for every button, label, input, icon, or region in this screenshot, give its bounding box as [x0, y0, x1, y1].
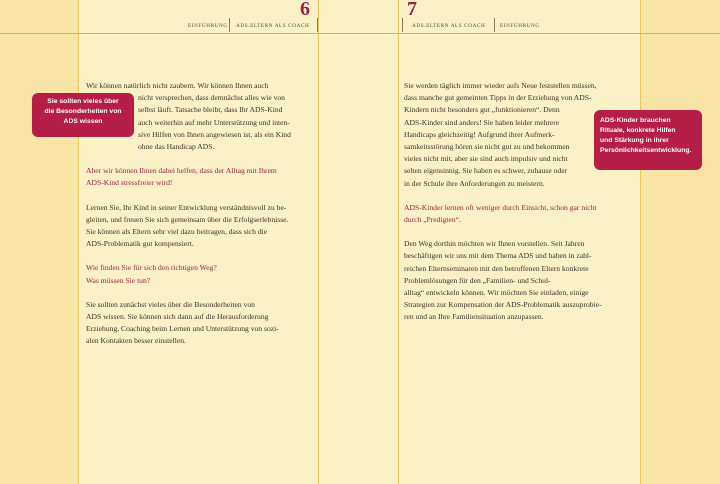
header-separator — [402, 18, 403, 32]
left-margin-strip — [0, 0, 78, 484]
right-highlight: ADS-Kinder lernen oft weniger durch Einsicht, schon gar nicht durch „Predigten“. — [404, 202, 597, 225]
left-paragraph-2: Lernen Sie, Ihr Kind in seiner Entwicklung verständnisvoll zu be- gleiten, und freuen Sie sich gemeinsam über die Erfolgserlebnisse. Sie können als Eltern sehr viel dazu beitragen, dass sich die ADS-Problematik gut kompensiert. — [86, 202, 289, 249]
left-page-number: 6 — [300, 0, 310, 20]
right-paragraph-1: Sie werden täglich immer wieder aufs Neue feststellen müssen, dass manche gut gemeinten Tipps in der Erziehung von ADS- Kindern nicht besonders gut „funktionieren“. Denn ADS-Kinder sind anders! Sie haben leider mehrere Handicaps gleichzeitig! Aufgrund ihrer Aufmerk- samkeitsstörung hören sie nicht gut zu und bekommen vieles nicht mit, aber sie sind auch impulsiv und nicht selten eigensinnig. Sie haben es schwer, zuhause oder in der Schule ihre Anforderungen zu meistern. — [404, 81, 597, 188]
left-callout: Sie sollten vieles über die Besonderheiten von ADS wissen — [32, 93, 134, 137]
right-run-chapter: EINFÜHRUNG — [500, 23, 540, 29]
right-run-title: ADS.ELTERN ALS COACH — [412, 23, 486, 29]
left-paragraph-1: Wir können natürlich nicht zaubern. Wir können Ihnen auch nicht versprechen, dass demnächst alles wie von selbst läuft. Tatsache bleibt, dass Ihr ADS-Kind auch weiterhin auf mehr Unterstützung und inten- sive Hilfen von Ihnen angewiesen ist, als ein Kind ohne das Handicap ADS. — [86, 81, 291, 152]
right-margin-strip — [640, 0, 720, 484]
left-highlight-2: Wie finden Sie für sich den richtigen Weg? Was müssen Sie tun? — [86, 263, 217, 285]
guide-line — [640, 0, 641, 484]
header-separator — [229, 18, 230, 32]
guide-line — [398, 0, 399, 484]
right-page-number: 7 — [407, 0, 417, 20]
header-separator — [317, 18, 318, 32]
guide-line — [78, 0, 79, 484]
running-header — [0, 0, 720, 34]
header-separator — [494, 18, 495, 32]
left-run-chapter: EINFÜHRUNG — [188, 23, 228, 29]
left-run-title: ADS.ELTERN ALS COACH — [236, 23, 310, 29]
right-paragraph-2: Den Weg dorthin möchten wir Ihnen vorstellen. Seit Jahren beschäftigen wir uns mit dem Thema ADS und haben in zahl- reichen Elternseminaren mit den betroffenen Eltern konkrete Problemlösungen für den „Familien- und Schul- alltag“ entwickeln können. Wir möchten Sie einladen, einige Strategien zur Kompensation der ADS-Problematik auszuprobie- ren und an Ihre Familiensituation anzupassen. — [404, 239, 602, 322]
left-paragraph-3: Sie sollten zunächst vieles über die Besonderheiten von ADS wissen. Sie können sich dann auf die Herausforderung Erziehung, Coaching beim Lernen und Unterstützung von sozi- alen Kontakten besser einstellen. — [86, 299, 279, 346]
left-highlight-1: Aber wir können Ihnen dabei helfen, dass der Alltag mit Ihrem ADS-Kind stressfreier wird! — [86, 166, 277, 188]
guide-line — [318, 0, 319, 484]
right-callout: ADS-Kinder brauchen Rituale, konkrete Hilfen und Stärkung in ihrer Persönlichkeitsentwicklung. — [594, 110, 702, 170]
